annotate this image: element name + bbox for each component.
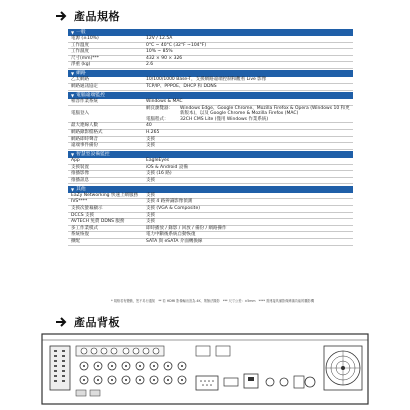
row-value: 支援 4 路辨識影像偵測: [146, 199, 193, 205]
triangle-down-icon: ▼: [71, 30, 75, 35]
row-key: DCCS 支援: [71, 212, 95, 218]
table-row: [68, 206, 353, 213]
triangle-down-icon: ▼: [71, 92, 75, 98]
table-row: [68, 137, 353, 144]
row-value: 0°C ~ 40°C (32°F ~104°F): [146, 42, 207, 48]
row-key: 支援次螢幕顯示: [71, 206, 103, 212]
usb-port: [216, 346, 230, 356]
alarm-io-block: [50, 346, 70, 390]
row-key: 網路即時聲音: [71, 136, 98, 142]
row-value: SATA 與 eSATA 介面轉換線: [146, 239, 203, 244]
table-row: [68, 193, 353, 200]
row-key: App: [71, 158, 80, 164]
table-row: [68, 232, 353, 239]
section-title: 網路: [76, 71, 86, 77]
row-value: H.265: [146, 129, 160, 135]
table-row: [68, 239, 353, 246]
row-key: 電腦登入: [71, 111, 89, 117]
section-title: 智慧型設備監控: [76, 152, 110, 158]
panel-title: 產品背板: [74, 316, 120, 329]
row-value: 即時播放 / 錄影 / 回放 / 備份 / 網路操作: [146, 225, 227, 231]
usb-port-rear: [294, 376, 304, 388]
row-value: 432 × 90 × 326: [146, 55, 183, 61]
row-key: 擴配: [71, 239, 80, 244]
audio-strip: [76, 346, 164, 356]
esata-port: [196, 346, 210, 356]
row-key: AVTECH 免費 DDNS 服務: [71, 219, 125, 225]
row-value: iOS & Android 設備: [146, 164, 188, 170]
row-value: EagleEyes: [146, 158, 170, 164]
table-row: [68, 49, 353, 56]
table-row: [68, 178, 353, 185]
table-row: [68, 226, 353, 233]
table-row: [68, 171, 353, 178]
sub-row: [146, 106, 353, 117]
table-row: [68, 130, 353, 137]
sub-row: [146, 117, 353, 123]
rear-panel-drawing: [40, 332, 370, 406]
table-row: [68, 165, 353, 172]
sub-key: 電腦程式：: [146, 116, 169, 122]
row-key: EaZy Networking 快速上網服務: [71, 192, 138, 198]
table-row: [68, 219, 353, 226]
row-key: 系統恢復: [71, 232, 89, 238]
row-key: 相容作業系統: [71, 98, 98, 104]
row-value: 支援: [146, 219, 155, 225]
row-key: 遠端事件備份: [71, 143, 98, 149]
footnote: * 規格若有變動，恕不另行通知 ** 若 HDMI 影像輸出設為 4K，則無法錄影 *** 尺寸公差：±5mm **** 需連接具備影像辨識功能的攝影機: [111, 299, 314, 303]
row-value: Windows & MAC: [146, 98, 183, 104]
row-key: 網路通訊協定: [71, 83, 98, 89]
hdmi-port: [224, 378, 238, 386]
table-row: [68, 56, 353, 63]
row-value: 支援: [146, 192, 155, 198]
table-row: [68, 77, 353, 84]
dc-power-jack: [305, 377, 315, 387]
row-key: 最大連線人數: [71, 123, 98, 129]
page-title: 產品規格: [74, 10, 120, 23]
row-value: 2.6: [146, 62, 154, 68]
row-key: 支援裝置: [71, 164, 89, 170]
section-header-general: [68, 29, 353, 36]
row-value: 支援 (16 路): [146, 171, 172, 177]
row-key: 電源 (±10%): [71, 36, 99, 41]
table-row: [68, 106, 353, 124]
row-key: 工作溫度: [71, 42, 89, 48]
row-key: 工作濕度: [71, 49, 89, 55]
spec-table: [68, 29, 353, 246]
row-key: 尺寸(mm)***: [71, 55, 100, 61]
section-header-other: [68, 186, 353, 193]
row-value: 支援: [146, 143, 155, 149]
section-title: 其他: [76, 186, 86, 192]
section-header-remote: [68, 92, 353, 99]
sub-value: Windows Edge、Google Chrome、Mozilla Firefox & Opera (Windows 10 和更新版本)，以及 Google Chrome & Mozilla Firefox (MAC): [180, 105, 350, 117]
row-value: 10% ~ 85%: [146, 49, 173, 55]
row-key: 乙太網路: [71, 77, 89, 83]
row-key: 網路錄影檔格式: [71, 129, 103, 135]
triangle-down-icon: ▼: [71, 152, 75, 158]
row-value: 10/100/1000 Base-T，支援網路遠端控制和觀看 Live 影像: [146, 77, 267, 83]
arrow-right-icon: [54, 9, 68, 23]
section-title: 一般: [76, 30, 86, 35]
table-row: [68, 43, 353, 50]
row-value: 支援: [146, 136, 155, 142]
row-key: 多工作業模式: [71, 225, 98, 231]
row-key: 淨重 (kg): [71, 62, 91, 68]
table-row: [68, 123, 353, 130]
sub-key: 網頁瀏覽器：: [146, 105, 173, 111]
row-value: 支援: [146, 212, 155, 218]
table-row: [68, 62, 353, 69]
table-row: [68, 36, 353, 43]
row-key: 推播訊息: [71, 177, 89, 183]
row-value: 電力中斷後系統自動恢復: [146, 232, 196, 238]
triangle-down-icon: ▼: [71, 71, 75, 77]
table-row: [68, 143, 353, 150]
section-title: 電腦遠端監控: [76, 92, 105, 98]
row-value: 12V / 12.5A: [146, 36, 173, 41]
row-key: IVS****: [71, 199, 88, 205]
row-value: TCP/IP、PPPOE、DHCP 和 DDNS: [146, 83, 217, 89]
vga-port: [196, 376, 218, 390]
arrow-right-icon: [54, 315, 68, 329]
row-value: 支援: [146, 177, 155, 183]
sub-value: 32CH CMS Lite (僅用 Windows 作業系統): [180, 116, 269, 122]
panel-title-block: [54, 314, 120, 330]
triangle-down-icon: ▼: [71, 186, 75, 192]
table-row: [68, 199, 353, 206]
table-row: [68, 99, 353, 106]
row-value: [144, 106, 353, 123]
spec-title-block: [54, 8, 120, 24]
ethernet-socket: [248, 377, 254, 381]
table-row: [68, 158, 353, 165]
table-row: [68, 84, 353, 91]
row-value: 40: [146, 123, 152, 129]
row-key: 推播影像: [71, 171, 89, 177]
section-header-mobile: [68, 151, 353, 158]
row-value: 支援 (VGA & Composite): [146, 206, 200, 212]
